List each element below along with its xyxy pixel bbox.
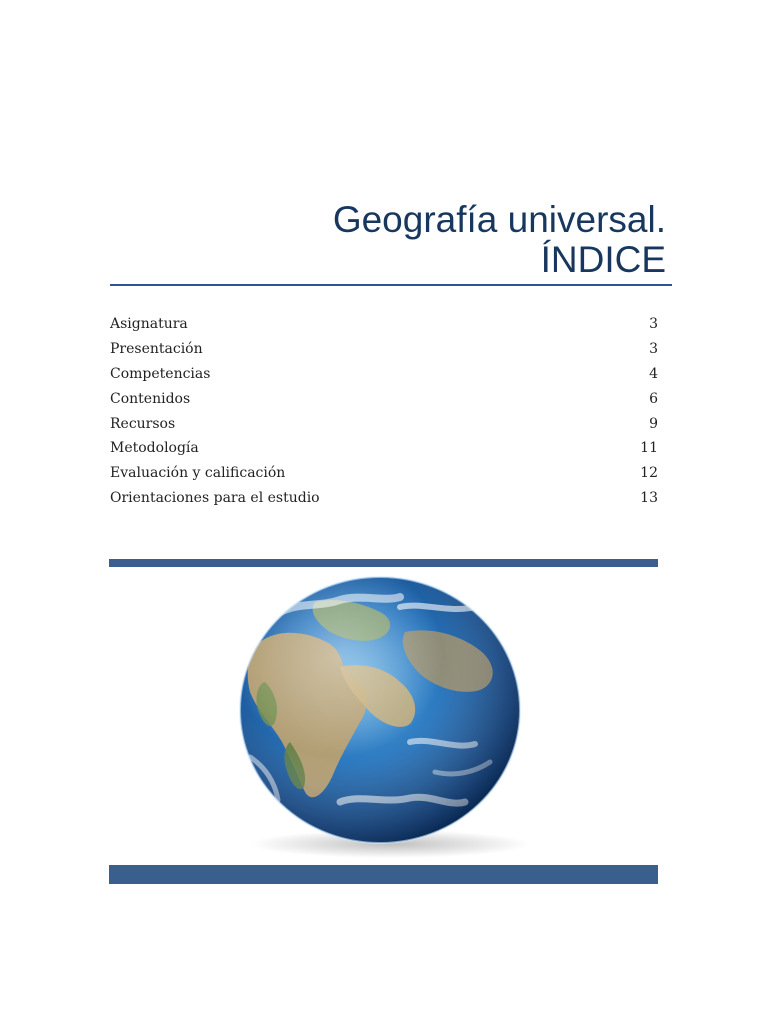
title-line-2: ÍNDICE — [540, 239, 666, 280]
toc-entry-page: 12 — [640, 465, 658, 482]
toc-entry[interactable] — [110, 341, 658, 366]
table-of-contents — [110, 316, 658, 515]
toc-entry-page: 11 — [640, 440, 658, 457]
toc-entry-label: Recursos — [110, 415, 176, 432]
earth-globe-icon — [220, 572, 540, 862]
toc-entry[interactable] — [110, 391, 658, 416]
toc-entry-page: 3 — [649, 340, 658, 357]
toc-entry-label: Presentación — [110, 340, 203, 357]
toc-entry-label: Metodología — [110, 440, 199, 457]
toc-entry[interactable] — [110, 490, 658, 515]
title-line-1: Geografía universal. — [332, 199, 666, 240]
toc-entry[interactable] — [110, 416, 658, 441]
toc-entry[interactable] — [110, 316, 658, 341]
toc-entry-page: 13 — [640, 490, 658, 507]
toc-entry-label: Competencias — [110, 365, 211, 382]
bottom-decorative-bar — [109, 865, 658, 884]
toc-entry-page: 6 — [649, 390, 658, 407]
toc-entry[interactable] — [110, 366, 658, 391]
toc-entry-label: Orientaciones para el estudio — [110, 490, 320, 507]
toc-entry-page: 4 — [649, 365, 658, 382]
toc-entry[interactable] — [110, 465, 658, 490]
toc-entry[interactable] — [110, 440, 658, 465]
title-divider — [110, 284, 672, 286]
toc-entry-label: Contenidos — [110, 390, 191, 407]
toc-entry-label: Evaluación y calificación — [110, 465, 286, 482]
top-decorative-bar — [109, 559, 658, 567]
document-title — [333, 200, 666, 280]
toc-entry-label: Asignatura — [110, 316, 188, 332]
toc-entry-page: 9 — [649, 415, 658, 432]
toc-entry-page: 3 — [649, 316, 658, 332]
